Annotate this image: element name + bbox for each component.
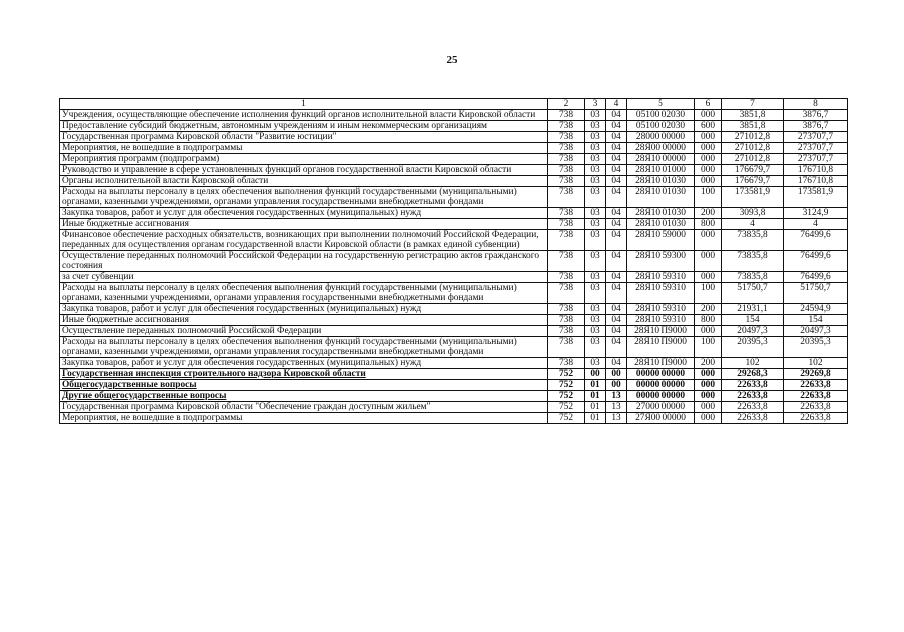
cell-ministry-code: 738 [548, 272, 585, 283]
cell-subsection: 04 [606, 315, 627, 326]
cell-amount-year1: 102 [722, 358, 784, 369]
cell-amount-year1: 3851,8 [722, 121, 784, 132]
cell-target-article: 28Я10 01000 [627, 165, 695, 176]
cell-amount-year1: 3851,8 [722, 110, 784, 121]
cell-ministry-code: 752 [548, 413, 585, 424]
cell-ministry-code: 752 [548, 402, 585, 413]
cell-name: Общегосударственные вопросы [60, 380, 548, 391]
cell-section: 03 [585, 208, 606, 219]
cell-subsection: 04 [606, 165, 627, 176]
cell-subsection: 04 [606, 337, 627, 358]
cell-section: 03 [585, 283, 606, 304]
cell-target-article: 00000 00000 [627, 391, 695, 402]
cell-amount-year1: 22633,8 [722, 391, 784, 402]
cell-subsection: 04 [606, 283, 627, 304]
cell-section: 03 [585, 132, 606, 143]
cell-amount-year2: 22633,8 [784, 413, 848, 424]
cell-amount-year2: 76499,6 [784, 230, 848, 251]
cell-amount-year1: 271012,8 [722, 154, 784, 165]
cell-name: Предоставление субсидий бюджетным, автономным учреждениям и иным некоммерческим организациям [60, 121, 548, 132]
cell-target-article: 28Я10 59310 [627, 315, 695, 326]
cell-section: 03 [585, 304, 606, 315]
table-row [60, 283, 848, 304]
table-row [60, 391, 848, 402]
cell-amount-year1: 29268,3 [722, 369, 784, 380]
cell-amount-year1: 3093,8 [722, 208, 784, 219]
cell-amount-year1: 20497,3 [722, 326, 784, 337]
cell-expense-type: 200 [695, 208, 722, 219]
cell-amount-year1: 173581,9 [722, 187, 784, 208]
table-row [60, 326, 848, 337]
cell-amount-year1: 22633,8 [722, 413, 784, 424]
cell-section: 03 [585, 358, 606, 369]
cell-amount-year1: 4 [722, 219, 784, 230]
cell-section: 03 [585, 143, 606, 154]
cell-section: 01 [585, 402, 606, 413]
cell-ministry-code: 738 [548, 154, 585, 165]
cell-subsection: 04 [606, 132, 627, 143]
table-row [60, 251, 848, 272]
cell-expense-type: 000 [695, 380, 722, 391]
cell-section: 03 [585, 230, 606, 251]
cell-expense-type: 000 [695, 154, 722, 165]
cell-ministry-code: 738 [548, 251, 585, 272]
cell-target-article: 28000 00000 [627, 132, 695, 143]
cell-section: 03 [585, 154, 606, 165]
cell-amount-year2: 273707,7 [784, 143, 848, 154]
column-header: 1 [60, 99, 548, 110]
cell-ministry-code: 738 [548, 326, 585, 337]
column-header: 2 [548, 99, 585, 110]
cell-name: Учреждения, осуществляющие обеспечение исполнения функций органов исполнительной власти Кировской области [60, 110, 548, 121]
cell-ministry-code: 738 [548, 165, 585, 176]
table-row [60, 272, 848, 283]
cell-subsection: 00 [606, 380, 627, 391]
cell-expense-type: 100 [695, 283, 722, 304]
cell-expense-type: 000 [695, 165, 722, 176]
cell-expense-type: 000 [695, 230, 722, 251]
cell-ministry-code: 738 [548, 283, 585, 304]
cell-target-article: 28Я10 59310 [627, 283, 695, 304]
cell-amount-year2: 176710,8 [784, 176, 848, 187]
cell-subsection: 04 [606, 143, 627, 154]
cell-subsection: 04 [606, 251, 627, 272]
cell-subsection: 04 [606, 110, 627, 121]
cell-target-article: 28Я10 01030 [627, 219, 695, 230]
table-row [60, 110, 848, 121]
cell-expense-type: 800 [695, 315, 722, 326]
cell-name: Расходы на выплаты персоналу в целях обеспечения выполнения функций государственными (муниципальными) органами, казенными учреждениями, органами управления государственными внебюджетными фондами [60, 187, 548, 208]
cell-name: за счет субвенции [60, 272, 548, 283]
cell-subsection: 04 [606, 230, 627, 251]
cell-amount-year1: 73835,8 [722, 230, 784, 251]
column-header: 3 [585, 99, 606, 110]
cell-section: 03 [585, 110, 606, 121]
cell-ministry-code: 738 [548, 230, 585, 251]
cell-target-article: 28Я10 00000 [627, 154, 695, 165]
cell-subsection: 04 [606, 187, 627, 208]
cell-amount-year1: 73835,8 [722, 272, 784, 283]
cell-amount-year2: 51750,7 [784, 283, 848, 304]
cell-expense-type: 000 [695, 251, 722, 272]
cell-section: 03 [585, 187, 606, 208]
table-row [60, 219, 848, 230]
cell-target-article: 05100 02030 [627, 121, 695, 132]
cell-target-article: 28Я10 59310 [627, 272, 695, 283]
cell-expense-type: 100 [695, 337, 722, 358]
table-row [60, 176, 848, 187]
cell-target-article: 28Я00 00000 [627, 143, 695, 154]
cell-name: Другие общегосударственные вопросы [60, 391, 548, 402]
table-row [60, 132, 848, 143]
cell-amount-year1: 271012,8 [722, 132, 784, 143]
cell-name: Руководство и управление в сфере установленных функций органов государственной власти Кировской области [60, 165, 548, 176]
cell-section: 03 [585, 251, 606, 272]
column-header: 8 [784, 99, 848, 110]
table-row [60, 143, 848, 154]
table-row [60, 121, 848, 132]
table-header-row [60, 99, 848, 110]
cell-ministry-code: 752 [548, 369, 585, 380]
column-header: 4 [606, 99, 627, 110]
cell-amount-year2: 24594,9 [784, 304, 848, 315]
cell-amount-year2: 3876,7 [784, 121, 848, 132]
cell-expense-type: 600 [695, 121, 722, 132]
cell-amount-year2: 22633,8 [784, 380, 848, 391]
cell-amount-year1: 22633,8 [722, 402, 784, 413]
cell-section: 01 [585, 380, 606, 391]
column-header: 7 [722, 99, 784, 110]
cell-amount-year2: 20497,3 [784, 326, 848, 337]
cell-subsection: 04 [606, 219, 627, 230]
cell-expense-type: 800 [695, 219, 722, 230]
cell-section: 03 [585, 315, 606, 326]
cell-subsection: 00 [606, 369, 627, 380]
cell-section: 00 [585, 369, 606, 380]
cell-ministry-code: 752 [548, 380, 585, 391]
cell-subsection: 04 [606, 358, 627, 369]
cell-target-article: 28Я10 П9000 [627, 326, 695, 337]
cell-section: 03 [585, 326, 606, 337]
cell-target-article: 28Я10 59300 [627, 251, 695, 272]
cell-name: Финансовое обеспечение расходных обязательств, возникающих при выполнении полномочий Российской Федерации, переданных для осуществления органам государственной власти Кировской области (в рамках единой субвенции) [60, 230, 548, 251]
budget-table [59, 98, 848, 424]
cell-name: Мероприятия, не вошедшие в подпрограммы [60, 413, 548, 424]
cell-ministry-code: 738 [548, 358, 585, 369]
table-row [60, 337, 848, 358]
cell-section: 03 [585, 219, 606, 230]
cell-target-article: 28Я10 01030 [627, 208, 695, 219]
cell-section: 01 [585, 391, 606, 402]
cell-section: 03 [585, 165, 606, 176]
cell-amount-year2: 3124,9 [784, 208, 848, 219]
table-row [60, 369, 848, 380]
cell-expense-type: 000 [695, 391, 722, 402]
cell-amount-year2: 76499,6 [784, 251, 848, 272]
cell-target-article: 00000 00000 [627, 380, 695, 391]
cell-name: Органы исполнительной власти Кировской области [60, 176, 548, 187]
cell-subsection: 04 [606, 272, 627, 283]
cell-expense-type: 000 [695, 272, 722, 283]
cell-ministry-code: 738 [548, 110, 585, 121]
table-row [60, 154, 848, 165]
cell-ministry-code: 738 [548, 219, 585, 230]
cell-name: Мероприятия программ (подпрограмм) [60, 154, 548, 165]
cell-section: 03 [585, 272, 606, 283]
cell-amount-year1: 176679,7 [722, 165, 784, 176]
cell-name: Государственная инспекция строительного надзора Кировской области [60, 369, 548, 380]
cell-expense-type: 000 [695, 402, 722, 413]
table-row [60, 413, 848, 424]
cell-name: Расходы на выплаты персоналу в целях обеспечения выполнения функций государственными (муниципальными) органами, казенными учреждениями, органами управления государственными внебюджетными фондами [60, 283, 548, 304]
cell-ministry-code: 738 [548, 121, 585, 132]
cell-section: 03 [585, 337, 606, 358]
cell-amount-year1: 20395,3 [722, 337, 784, 358]
cell-amount-year2: 3876,7 [784, 110, 848, 121]
cell-expense-type: 000 [695, 369, 722, 380]
cell-ministry-code: 738 [548, 337, 585, 358]
cell-amount-year2: 273707,7 [784, 154, 848, 165]
column-header: 5 [627, 99, 695, 110]
cell-ministry-code: 738 [548, 176, 585, 187]
cell-ministry-code: 738 [548, 143, 585, 154]
cell-subsection: 04 [606, 154, 627, 165]
cell-ministry-code: 738 [548, 315, 585, 326]
cell-subsection: 04 [606, 121, 627, 132]
cell-expense-type: 200 [695, 304, 722, 315]
cell-subsection: 04 [606, 304, 627, 315]
cell-subsection: 13 [606, 413, 627, 424]
cell-name: Осуществление переданных полномочий Российской Федерации [60, 326, 548, 337]
cell-amount-year2: 176710,8 [784, 165, 848, 176]
cell-subsection: 04 [606, 208, 627, 219]
cell-amount-year1: 154 [722, 315, 784, 326]
cell-subsection: 13 [606, 391, 627, 402]
cell-subsection: 04 [606, 176, 627, 187]
cell-amount-year1: 271012,8 [722, 143, 784, 154]
cell-subsection: 13 [606, 402, 627, 413]
cell-section: 03 [585, 176, 606, 187]
cell-amount-year2: 273707,7 [784, 132, 848, 143]
cell-amount-year1: 51750,7 [722, 283, 784, 304]
table-row [60, 187, 848, 208]
cell-target-article: 27000 00000 [627, 402, 695, 413]
table-row [60, 358, 848, 369]
cell-name: Государственная программа Кировской области "Обеспечение граждан доступным жильем" [60, 402, 548, 413]
cell-name: Расходы на выплаты персоналу в целях обеспечения выполнения функций государственными (муниципальными) органами, казенными учреждениями, органами управления государственными внебюджетными фондами [60, 337, 548, 358]
cell-target-article: 05100 02030 [627, 110, 695, 121]
cell-expense-type: 100 [695, 187, 722, 208]
cell-expense-type: 000 [695, 110, 722, 121]
cell-amount-year2: 154 [784, 315, 848, 326]
cell-target-article: 28Я10 01030 [627, 187, 695, 208]
cell-ministry-code: 738 [548, 208, 585, 219]
column-header: 6 [695, 99, 722, 110]
cell-name: Мероприятия, не вошедшие в подпрограммы [60, 143, 548, 154]
cell-expense-type: 000 [695, 176, 722, 187]
cell-ministry-code: 738 [548, 132, 585, 143]
cell-subsection: 04 [606, 326, 627, 337]
cell-target-article: 28Я10 59000 [627, 230, 695, 251]
table-row [60, 208, 848, 219]
cell-target-article: 28Я10 01030 [627, 176, 695, 187]
cell-amount-year2: 20395,3 [784, 337, 848, 358]
cell-ministry-code: 738 [548, 187, 585, 208]
cell-ministry-code: 752 [548, 391, 585, 402]
cell-amount-year2: 4 [784, 219, 848, 230]
cell-name: Закупка товаров, работ и услуг для обеспечения государственных (муниципальных) нужд [60, 358, 548, 369]
page-number: 25 [446, 54, 458, 66]
table-row [60, 230, 848, 251]
cell-target-article: 28Я10 59310 [627, 304, 695, 315]
cell-expense-type: 000 [695, 413, 722, 424]
cell-name: Иные бюджетные ассигнования [60, 219, 548, 230]
cell-name: Закупка товаров, работ и услуг для обеспечения государственных (муниципальных) нужд [60, 304, 548, 315]
table-row [60, 304, 848, 315]
table-row [60, 402, 848, 413]
cell-name: Осуществление переданных полномочий Российской Федерации на государственную регистрацию актов гражданского состояния [60, 251, 548, 272]
cell-amount-year2: 22633,8 [784, 402, 848, 413]
cell-expense-type: 000 [695, 132, 722, 143]
cell-expense-type: 000 [695, 326, 722, 337]
table-row [60, 380, 848, 391]
cell-amount-year1: 73835,8 [722, 251, 784, 272]
cell-target-article: 00000 00000 [627, 369, 695, 380]
cell-amount-year2: 102 [784, 358, 848, 369]
cell-amount-year2: 29269,8 [784, 369, 848, 380]
cell-amount-year1: 176679,7 [722, 176, 784, 187]
cell-section: 01 [585, 413, 606, 424]
cell-amount-year1: 22633,8 [722, 380, 784, 391]
cell-amount-year2: 173581,9 [784, 187, 848, 208]
cell-name: Государственная программа Кировской области "Развитие юстиции" [60, 132, 548, 143]
cell-name: Закупка товаров, работ и услуг для обеспечения государственных (муниципальных) нужд [60, 208, 548, 219]
cell-amount-year2: 22633,8 [784, 391, 848, 402]
cell-target-article: 27Я00 00000 [627, 413, 695, 424]
cell-expense-type: 000 [695, 143, 722, 154]
cell-target-article: 28Я10 П9000 [627, 358, 695, 369]
cell-section: 03 [585, 121, 606, 132]
table-row [60, 315, 848, 326]
cell-target-article: 28Я10 П9000 [627, 337, 695, 358]
table-row [60, 165, 848, 176]
cell-expense-type: 200 [695, 358, 722, 369]
cell-amount-year2: 76499,6 [784, 272, 848, 283]
cell-name: Иные бюджетные ассигнования [60, 315, 548, 326]
cell-ministry-code: 738 [548, 304, 585, 315]
cell-amount-year1: 21931,1 [722, 304, 784, 315]
